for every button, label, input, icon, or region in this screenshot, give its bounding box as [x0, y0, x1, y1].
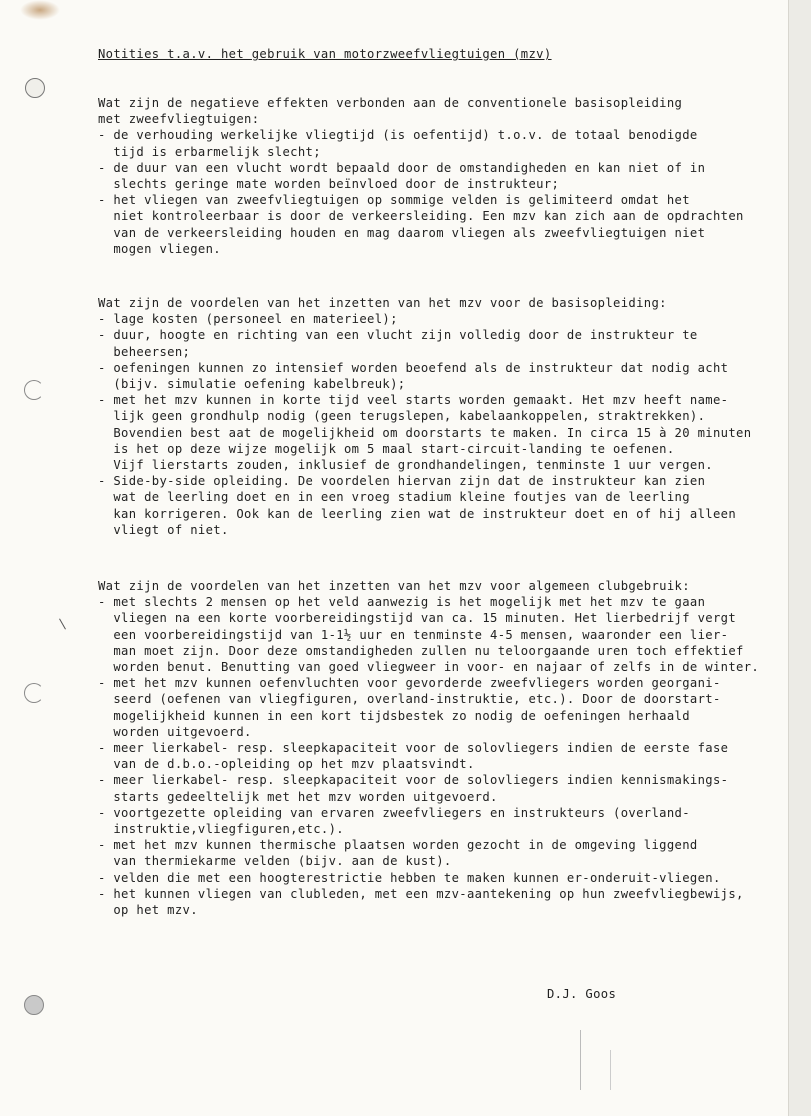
text-line: op het mzv. — [98, 903, 198, 918]
text-line: kan korrigeren. Ook kan de leerling zien wat de instrukteur doet en of hij alleen — [98, 506, 737, 521]
text-line: - met het mzv kunnen in korte tijd veel starts worden gemaakt. Het mzv heeft name- — [98, 393, 729, 408]
text-line: Wat zijn de negatieve effekten verbonden aan de conventionele basisopleiding — [98, 96, 683, 110]
text-line: - met slechts 2 mensen op het veld aanwezig is het mogelijk met het mzv te gaan — [98, 595, 706, 610]
section-advantages-basic-training — [98, 295, 751, 538]
text-line: wat de leerling doet en in een vroeg stadium kleine foutjes van de leerling — [98, 490, 690, 505]
text-line: - duur, hoogte en richting van een vlucht zijn volledig door de instrukteur te — [98, 328, 698, 343]
text-line: Wat zijn de voordelen van het inzetten van het mzv voor de basisopleiding: — [98, 296, 667, 310]
text-line: is het op deze wijze mogelijk om 5 maal start-circuit-landing te oefenen. — [98, 441, 675, 456]
text-line: instruktie,vliegfiguren,etc.). — [98, 822, 344, 837]
text-line: - het kunnen vliegen van clubleden, met een mzv-aantekening op hun zweefvliegbewijs, — [98, 886, 744, 901]
text-line: een voorbereidingstijd van 1-1½ uur en tenminste 4-5 mensen, waaronder een lier- — [98, 627, 729, 642]
text-line: - Side-by-side opleiding. De voordelen hiervan zijn dat de instrukteur kan zien — [98, 474, 706, 489]
text-line: beheersen; — [98, 344, 191, 359]
text-line: - voortgezette opleiding van ervaren zweefvliegers en instrukteurs (overland- — [98, 805, 690, 820]
text-line: tijd is erbarmelijk slecht; — [98, 144, 321, 159]
text-line: Bovendien best aat de mogelijkheid om doorstarts te maken. In circa 15 à 20 minuten — [98, 425, 752, 440]
text-line: vliegt of niet. — [98, 522, 229, 537]
text-line: - oefeningen kunnen zo intensief worden beoefend als de instrukteur dat nodig acht — [98, 360, 729, 375]
text-line: - het vliegen van zweefvliegtuigen op sommige velden is gelimiteerd omdat het — [98, 193, 690, 208]
text-line: mogelijkheid kunnen in een kort tijdsbestek zo nodig de oefeningen herhaald — [98, 708, 690, 723]
text-line: - velden die met een hoogterestrictie hebben te maken kunnen er-onderuit-vliegen. — [98, 870, 721, 885]
text-line: (bijv. simulatie oefening kabelbreuk); — [98, 377, 406, 392]
paper-scratch — [580, 1030, 581, 1090]
document-title: Notities t.a.v. het gebruik van motorzweefvliegtuigen (mzv) — [98, 47, 552, 61]
pencil-mark — [59, 619, 66, 630]
text-line: - de verhouding werkelijke vliegtijd (is oefentijd) t.o.v. de totaal benodigde — [98, 128, 698, 143]
text-line: vliegen na een korte voorbereidingstijd van ca. 15 minuten. Het lierbedrijf vergt — [98, 611, 737, 626]
punch-hole — [25, 78, 45, 98]
section-advantages-club-use — [98, 578, 759, 918]
text-line: worden uitgevoerd. — [98, 724, 252, 739]
text-line: van thermiekarme velden (bijv. aan de kust). — [98, 854, 452, 869]
text-line: Vijf lierstarts zouden, inklusief de grondhandelingen, tenminste 1 uur vergen. — [98, 458, 713, 473]
text-line: mogen vliegen. — [98, 241, 221, 256]
text-line: - lage kosten (personeel en materieel); — [98, 312, 398, 327]
text-line: met zweefvliegtuigen: — [98, 112, 260, 127]
section-negative-effects — [98, 95, 744, 257]
text-line: van de verkeersleiding houden en mag daarom vliegen als zweefvliegtuigen niet — [98, 225, 706, 240]
text-line: seerd (oefenen van vliegfiguren, overland-instruktie, etc.). Door de doorstart- — [98, 692, 721, 707]
text-line: slechts geringe mate worden beïnvloed door de instrukteur; — [98, 177, 560, 192]
text-line: lijk geen grondhulp nodig (geen terugslepen, kabelaankoppelen, straktrekken). — [98, 409, 706, 424]
text-line: - de duur van een vlucht wordt bepaald door de omstandigheden en kan niet of in — [98, 160, 706, 175]
paper-stain — [20, 0, 60, 20]
text-line: worden benut. Benutting van goed vliegweer in voor- en najaar of zelfs in de winter. — [98, 660, 760, 675]
page-edge — [788, 0, 811, 1116]
text-line: - met het mzv kunnen thermische plaatsen worden gezocht in de omgeving liggend — [98, 838, 698, 853]
punch-hole — [24, 995, 44, 1015]
punch-hole — [24, 380, 44, 400]
signature: D.J. Goos — [547, 987, 617, 1001]
text-line: niet kontroleerbaar is door de verkeersleiding. Een mzv kan zich aan de opdrachten — [98, 209, 744, 224]
text-line: starts gedeeltelijk met het mzv worden uitgevoerd. — [98, 789, 498, 804]
punch-hole — [24, 683, 44, 703]
text-line: - meer lierkabel- resp. sleepkapaciteit voor de solovliegers indien de eerste fase — [98, 741, 729, 756]
text-line: - met het mzv kunnen oefenvluchten voor gevorderde zweefvliegers worden georgani- — [98, 676, 721, 691]
text-line: - meer lierkabel- resp. sleepkapaciteit voor de solovliegers indien kennismakings- — [98, 773, 729, 788]
text-line: man moet zijn. Door deze omstandigheden zullen nu teloorgaande uren toch effektief — [98, 643, 744, 658]
text-line: Wat zijn de voordelen van het inzetten van het mzv voor algemeen clubgebruik: — [98, 579, 690, 593]
text-line: van de d.b.o.-opleiding op het mzv plaatsvindt. — [98, 757, 475, 772]
paper-scratch — [610, 1050, 611, 1090]
